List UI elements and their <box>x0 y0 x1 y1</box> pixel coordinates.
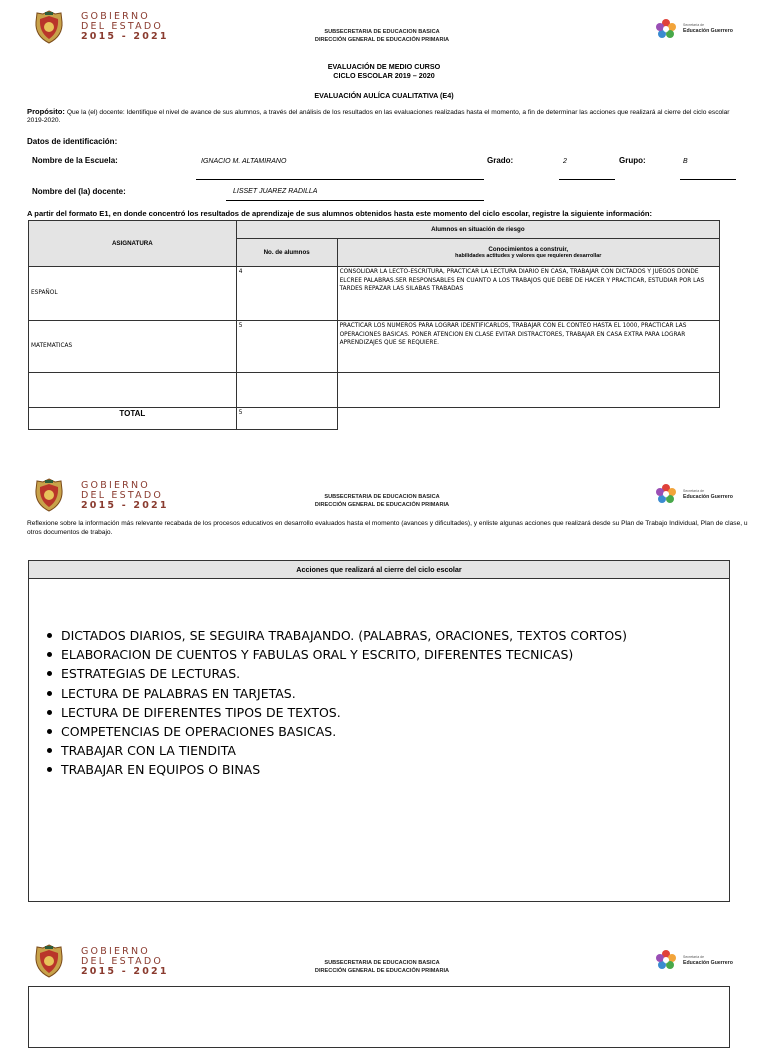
actions-list <box>47 626 627 780</box>
gov-line2: DEL ESTADO <box>81 21 164 32</box>
table-row <box>29 321 720 373</box>
grade-value: 2 <box>563 158 567 165</box>
action-text: LECTURA DE DIFERENTES TIPOS DE TEXTOS. <box>61 704 341 720</box>
sub-line1: SUBSECRETARIA DE EDUCACION BASICA <box>324 960 440 966</box>
sep-flower-icon <box>655 18 677 40</box>
list-item <box>47 684 627 703</box>
teacher-label: Nombre del (la) docente: <box>32 187 126 196</box>
ident-label: Datos de identificación: <box>27 137 118 146</box>
table-row <box>29 267 720 321</box>
subsecretaria-heading <box>232 959 532 975</box>
total-value: 5 <box>236 408 337 430</box>
list-item <box>47 664 627 683</box>
reflection-paragraph: Reflexione sobre la información más relevante recabada de los procesos educativos en desarrollo evaluados hasta el momento (avances y dificultades), y enliste algunas acciones que realizará desde su Plan de Trabajo Individual, Plan de clase, u otros documentos de trabajo. <box>27 520 748 536</box>
purpose-paragraph <box>27 108 747 125</box>
row-subject: MATEMATICAS <box>29 321 237 373</box>
page3-box <box>28 986 730 1048</box>
bullet-icon <box>47 652 52 657</box>
list-item <box>47 722 627 741</box>
header-page2 <box>0 474 768 518</box>
action-text: ESTRATEGIAS DE LECTURAS. <box>61 666 241 682</box>
gov-years: 2015 - 2021 <box>81 31 169 42</box>
state-seal-icon <box>33 944 65 978</box>
sep-flower-icon <box>655 483 677 505</box>
header-risk-label: Alumnos en situación de riesgo <box>431 226 525 233</box>
sep-small: Secretaría de <box>683 955 705 959</box>
actions-title: Acciones que realizará al cierre del ciclo escolar <box>296 565 462 574</box>
bullet-icon <box>47 710 52 715</box>
sub-line2: DIRECCIÓN GENERAL DE EDUCACIÓN PRIMARIA <box>314 502 450 508</box>
row-count <box>236 373 337 408</box>
action-text: ELABORACION DE CUENTOS Y FABULAS ORAL Y ESCRITO, DIFERENTES TECNICAS) <box>61 647 574 663</box>
purpose-label: Propósito: <box>27 107 65 116</box>
school-label: Nombre de la Escuela: <box>32 156 118 165</box>
actions-header <box>29 561 729 579</box>
purpose-text: Que la (el) docente: Identifique el nivel de avance de sus alumnos, a través del análisis de los resultados en las evaluaciones realizadas hasta el momento, a fin de determinar las acciones que realizará al cierre del ciclo escolar 2019-2020. <box>27 109 730 125</box>
sep-logo-text <box>683 488 733 500</box>
action-text: TRABAJAR CON LA TIENDITA <box>61 743 236 759</box>
subsecretaria-heading <box>232 28 532 44</box>
school-value: IGNACIO M. ALTAMIRANO <box>201 158 287 165</box>
sep-flower-icon <box>655 949 677 971</box>
row-knowledge: CONSOLIDAR LA LECTO-ESCRITURA, PRACTICAR LA LECTURA DIARIO EN CASA, TRABAJAR CON DICTADOS Y JUEGOS DONDE ELCREE PALABRAS.SER RESPONSABLES EN CUANTO A LOS TRABAJOS QUE DEBE DE HACER Y PRACTICAR, ESTUDIAR POR LAS TARDES REPAZAR LAS SILABAS TRABADAS <box>337 267 719 321</box>
group-label: Grupo: <box>619 156 646 165</box>
header-subject-label: ASIGNATURA <box>111 240 153 247</box>
gov-line1: GOBIERNO <box>81 11 150 22</box>
header-subject <box>29 221 237 267</box>
header-count-label: No. de alumnos <box>263 249 310 256</box>
sep-logo-text <box>683 22 733 34</box>
teacher-value: LISSET JUAREZ RADILLA <box>233 188 318 195</box>
header-knowledge <box>337 239 719 267</box>
state-seal-icon <box>33 10 65 44</box>
list-item <box>47 760 627 779</box>
sub-line2: DIRECCIÓN GENERAL DE EDUCACIÓN PRIMARIA <box>314 968 450 974</box>
gov-line2: DEL ESTADO <box>81 956 164 967</box>
risk-students-table <box>28 220 720 430</box>
list-item <box>47 626 627 645</box>
header-page1 <box>0 0 768 60</box>
header-knowledge-line2: habilidades actitudes y valores que requieren desarrollar <box>455 253 602 259</box>
row-knowledge <box>337 373 719 408</box>
sub-line1: SUBSECRETARIA DE EDUCACION BASICA <box>324 494 440 500</box>
sep-name: Educación Guerrero <box>683 28 733 34</box>
grade-underline <box>559 179 615 180</box>
row-subject <box>29 373 237 408</box>
school-underline <box>196 179 484 180</box>
instruction-text: A partir del formato E1, en donde concentró los resultados de aprendizaje de sus alumnos obtenidos hasta este momento del ciclo escolar, registre la siguiente información: <box>27 209 653 218</box>
sub-line2: DIRECCIÓN GENERAL DE EDUCACIÓN PRIMARIA <box>314 37 450 43</box>
action-text: TRABAJAR EN EQUIPOS O BINAS <box>61 762 261 778</box>
total-empty <box>337 408 719 430</box>
sep-small: Secretaría de <box>683 489 705 493</box>
group-value: B <box>683 158 688 165</box>
gov-line2: DEL ESTADO <box>81 490 164 501</box>
table-row <box>29 373 720 408</box>
header-risk <box>236 221 719 239</box>
state-seal-icon <box>33 478 65 512</box>
action-text: COMPETENCIAS DE OPERACIONES BASICAS. <box>61 724 337 740</box>
bullet-icon <box>47 767 52 772</box>
list-item <box>47 645 627 664</box>
sep-small: Secretaría de <box>683 23 705 27</box>
list-item <box>47 703 627 722</box>
header-knowledge-line1: Conocimientos a construir, <box>488 246 569 253</box>
row-knowledge: PRACTICAR LOS NUMEROS PARA LOGRAR IDENTIFICARLOS, TRABAJAR CON EL CONTEO HASTA EL 1000, PRACTICAR LAS OPERACIONES BASICAS. PONER ATENCION EN CLASE EVITAR DISTRACTORES, TRABAJAR EN CASA EXTRA PARA LOGRAR APRENDIZAJES QUE SE REQUIERE. <box>337 321 719 373</box>
bullet-icon <box>47 633 52 638</box>
bullet-icon <box>47 691 52 696</box>
header-count <box>236 239 337 267</box>
teacher-underline <box>226 200 484 201</box>
table-total-row <box>29 408 720 430</box>
bullet-icon <box>47 671 52 676</box>
header-page3 <box>0 940 768 984</box>
actions-box <box>28 560 730 902</box>
government-logo-text <box>81 947 169 977</box>
group-underline <box>680 179 736 180</box>
government-logo-text <box>81 481 169 511</box>
total-label: TOTAL <box>29 408 237 430</box>
action-text: LECTURA DE PALABRAS EN TARJETAS. <box>61 685 296 701</box>
sep-name: Educación Guerrero <box>683 960 733 966</box>
subsecretaria-heading <box>232 493 532 509</box>
action-text: DICTADOS DIARIOS, SE SEGUIRA TRABAJANDO. (PALABRAS, ORACIONES, TEXTOS CORTOS) <box>61 628 627 643</box>
title-ciclo-escolar: CICLO ESCOLAR 2019 – 2020 <box>333 71 435 80</box>
sep-name: Educación Guerrero <box>683 494 733 500</box>
row-count: 4 <box>236 267 337 321</box>
row-subject: ESPAÑOL <box>29 267 237 321</box>
government-logo-text <box>81 12 169 42</box>
bullet-icon <box>47 729 52 734</box>
sub-line1: SUBSECRETARIA DE EDUCACION BASICA <box>324 29 440 35</box>
sep-logo-text <box>683 954 733 966</box>
gov-years: 2015 - 2021 <box>81 966 169 977</box>
title-medio-curso: EVALUACIÓN DE MEDIO CURSO <box>327 62 441 71</box>
bullet-icon <box>47 748 52 753</box>
gov-line1: GOBIERNO <box>81 480 150 491</box>
gov-line1: GOBIERNO <box>81 946 150 957</box>
grade-label: Grado: <box>487 156 514 165</box>
title-evaluacion-aulica: EVALUACIÓN AULÍCA CUALITATIVA (E4) <box>314 91 454 100</box>
gov-years: 2015 - 2021 <box>81 500 169 511</box>
list-item <box>47 741 627 760</box>
row-count: 5 <box>236 321 337 373</box>
